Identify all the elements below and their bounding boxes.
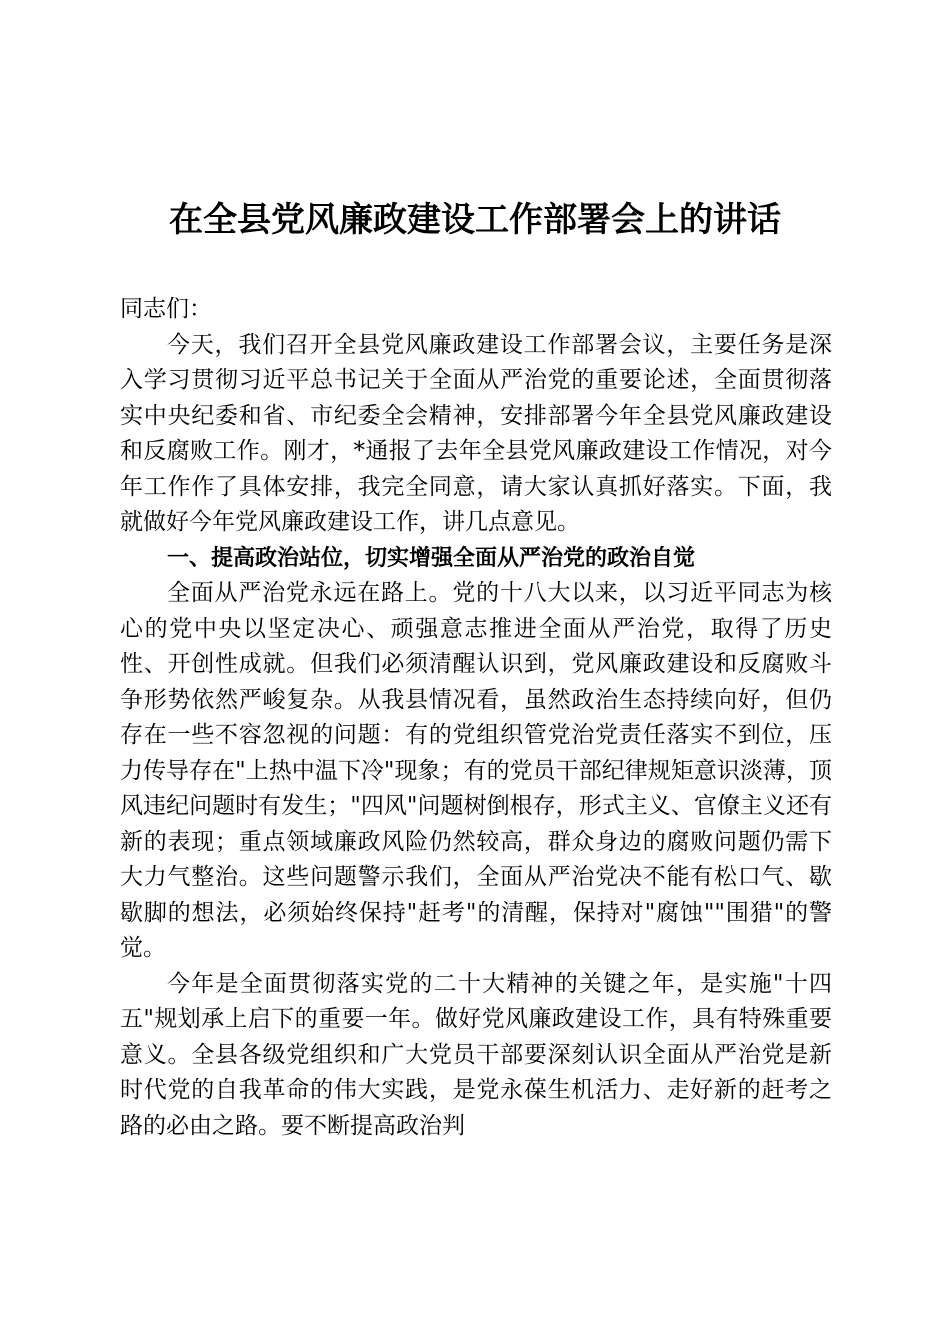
salutation: 同志们： xyxy=(120,296,212,322)
paragraph-situation: 全面从严治党永远在路上。党的十八大以来，以习近平同志为核心的党中央以坚定决心、顽强意志推进全面从严治党，取得了历史性、开创性成就。但我们必须清醒认识到，党风廉政建设和反腐败斗争形势依然严峻复杂。从我县情况看，虽然政治生态持续向好，但仍存在一些不容忽视的问题：有的党组织管党治党责任落实不到位，压力传导存在"上热中温下冷"现象；有的党员干部纪律规矩意识淡薄，顶风违纪问题时有发生；"四风"问题树倒根存，形式主义、官僚主义还有新的表现；重点领域廉政风险仍然较高，群众身边的腐败问题仍需下大力气整治。这些问题警示我们，全面从严治党决不能有松口气、歇歇脚的想法，必须始终保持"赶考"的清醒，保持对"腐蚀""围猎"的警觉。 xyxy=(120,580,832,961)
document-body xyxy=(120,292,832,1144)
section-heading-1: 一、提高政治站位，切实增强全面从严治党的政治自觉 xyxy=(167,545,696,571)
paragraph-significance: 今年是全面贯彻落实党的二十大精神的关键之年，是实施"十四五"规划承上启下的重要一年。做好党风廉政建设工作，具有特殊重要意义。全县各级党组织和广大党员干部要深刻认识全面从严治党是新时代党的自我革命的伟大实践，是党永葆生机活力、走好新的赶考之路的必由之路。要不断提高政治判 xyxy=(120,970,832,1139)
document-title: 在全县党风廉政建设工作部署会上的讲话 xyxy=(169,200,781,240)
paragraph-intro: 今天，我们召开全县党风廉政建设工作部署会议，主要任务是深入学习贯彻习近平总书记关于全面从严治党的重要论述，全面贯彻落实中央纪委和省、市纪委全会精神，安排部署今年全县党风廉政建设和反腐败工作。刚才，*通报了去年全县党风廉政建设工作情况，对今年工作作了具体安排，我完全同意，请大家认真抓好落实。下面，我就做好今年党风廉政建设工作，讲几点意见。 xyxy=(120,331,832,535)
